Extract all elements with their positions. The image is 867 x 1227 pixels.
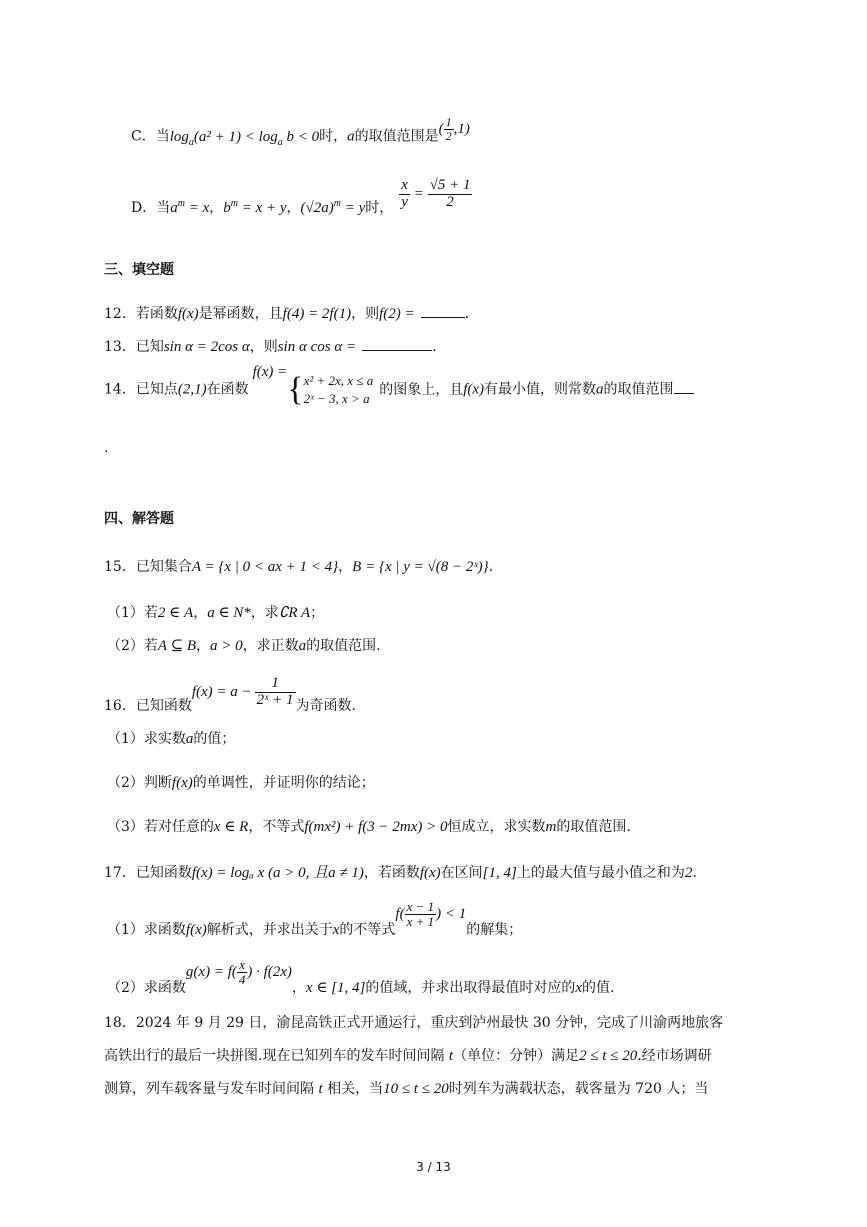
question-16-part-2: （2）判断f(x)的单调性，并证明你的结论；: [107, 775, 375, 791]
section-title-fill-blank: 三、填空题: [104, 262, 174, 278]
answer-blank: [674, 379, 694, 394]
answer-blank: [362, 336, 432, 351]
question-18-line-3: 测算，列车载客量与发车时间间隔 t 相关，当10 ≤ t ≤ 20时列车为满载状态，载客量为 720 人；当: [104, 1081, 709, 1097]
option-d-ratio: $\frac{x}{y}$ = $\frac{√5 + 1}{2}$: [401, 177, 471, 210]
fraction: $\frac{1}{\text{2ˣ + 1}}$: [256, 675, 294, 708]
question-16: 16．已知函数f(x) = a − $\frac{1}{\text{2ˣ + 1}}$ 为奇函数.: [104, 675, 356, 715]
option-c: C．当$\log_a(a^2 + 1) < \log_a b < 0$时，a的取值范围是( $\frac{1}{2}$ ,1): [131, 115, 470, 148]
question-15: 15．已知集合A = {x | 0 < ax + 1 < 4}，B = {x | y = √(8 − 2ˣ)}.: [104, 559, 494, 575]
question-17-part-2: （2）求函数g(x) = f( $\frac{x}{4}$ ) · f(2x)，x ∈ [1, 4]的值域，并求出取得最值时对应的x的值.: [107, 957, 615, 996]
option-d-eq3: $(√2a)^m = y$: [300, 197, 366, 216]
question-14: 14．已知点(2,1)在函数f(x) ={ x² + 2x, x ≤ a 2ˣ − 3, x > a 的图象上，且f(x)有最小值，则常数a的取值范围: [104, 372, 694, 408]
section-title-answer: 四、解答题: [104, 511, 174, 527]
question-16-part-3: （3）若对任意的x ∈ R，不等式f(mx²) + f(3 − 2mx) > 0恒成立，求实数m的取值范围.: [107, 819, 631, 835]
option-c-condition: $\log_a(a^2 + 1) < \log_a b < 0$: [169, 128, 320, 148]
question-15-part-1: （1）若2 ∈ A，a ∈ N*，求∁R A；: [107, 605, 325, 621]
question-13: 13．已知sin α = 2cos α，则sin α cos α = .: [104, 336, 437, 356]
question-16-part-1: （1）求实数a的值；: [107, 731, 236, 747]
option-d-label: D．当: [131, 199, 171, 216]
option-c-label: C．当: [131, 128, 170, 145]
question-18-line-2: 高铁出行的最后一块拼图.现在已知列车的发车时间间隔 t（单位：分钟）满足2 ≤ t ≤ 20.经市场调研: [104, 1048, 712, 1064]
page-number: 3 / 13: [416, 1160, 451, 1174]
var-a: a: [347, 128, 355, 145]
inequality: f( $\frac{x - 1}{x + 1}$ ) < 1: [395, 899, 467, 929]
g-function: g(x) = f( $\frac{x}{4}$ ) · f(2x): [185, 957, 292, 987]
option-d-eq1: $a^m = x$: [170, 197, 210, 216]
question-17: 17．已知函数f(x) = logₐ x (a > 0, 且a ≠ 1)，若函数f(x)在区间[1, 4]上的最大值与最小值之和为2.: [104, 865, 697, 881]
option-c-interval: ( $\frac{1}{2}$ ,1): [438, 115, 470, 143]
option-d: D．当$a^m = x$，$b^m = x + y$，$(√2a)^m = y$时， $\frac{x}{y}$ = $\frac{√5 + 1}{2}$: [131, 177, 471, 216]
question-17-part-1: （1）求函数f(x)解析式，并求出关于x的不等式f( $\frac{x - 1}{x + 1}$ ) < 1的解集；: [107, 899, 523, 938]
question-15-part-2: （2）若A ⊆ B，a > 0，求正数a的取值范围.: [107, 638, 381, 654]
piecewise-function: { x² + 2x, x ≤ a 2ˣ − 3, x > a: [287, 371, 374, 409]
option-d-eq2: $b^m = x + y$: [223, 197, 287, 216]
question-18-line-1: 18．2024 年 9 月 29 日，渝昆高铁正式开通运行，重庆到泸州最快 30 分钟，完成了川渝两地旅客: [104, 1015, 724, 1031]
question-12: 12．若函数f(x)是幂函数，且f(4) = 2f(1)，则f(2) = .: [104, 303, 469, 323]
answer-blank: [421, 303, 465, 318]
question-14-period: .: [104, 440, 109, 456]
